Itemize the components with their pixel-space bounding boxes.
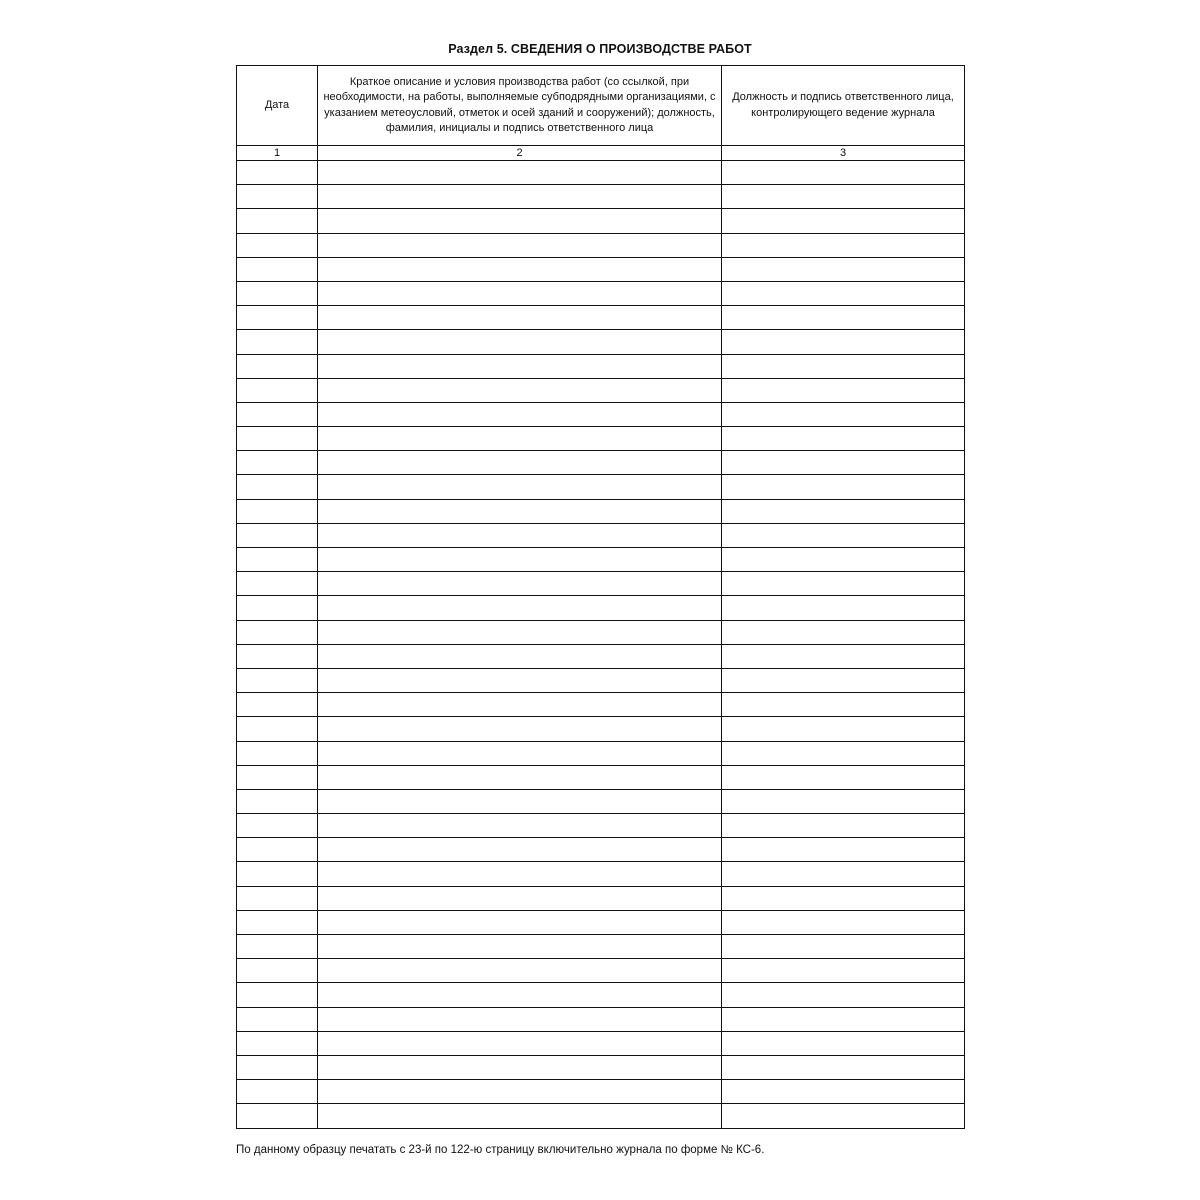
description-cell[interactable] [318,185,722,209]
signature-cell[interactable] [722,693,965,717]
description-cell[interactable] [318,475,722,499]
date-cell[interactable] [237,354,318,378]
description-cell[interactable] [318,1007,722,1031]
description-cell[interactable] [318,523,722,547]
date-cell[interactable] [237,378,318,402]
table-row [237,1031,965,1055]
table-row [237,886,965,910]
signature-cell[interactable] [722,935,965,959]
signature-cell[interactable] [722,668,965,692]
section-title: Раздел 5. СВЕДЕНИЯ О ПРОИЗВОДСТВЕ РАБОТ [448,42,752,56]
signature-cell[interactable] [722,910,965,934]
description-cell[interactable] [318,935,722,959]
date-cell[interactable] [237,935,318,959]
date-cell[interactable] [237,620,318,644]
signature-cell[interactable] [722,1104,965,1128]
table-row [237,451,965,475]
table-row [237,717,965,741]
date-cell[interactable] [237,1055,318,1079]
signature-cell[interactable] [722,838,965,862]
description-cell[interactable] [318,814,722,838]
signature-cell[interactable] [722,523,965,547]
date-cell[interactable] [237,910,318,934]
description-cell[interactable] [318,668,722,692]
table-row [237,910,965,934]
description-cell[interactable] [318,838,722,862]
date-cell[interactable] [237,668,318,692]
signature-cell[interactable] [722,814,965,838]
description-cell[interactable] [318,886,722,910]
description-cell[interactable] [318,717,722,741]
signature-cell[interactable] [722,644,965,668]
date-cell[interactable] [237,886,318,910]
table-row [237,499,965,523]
table-row [237,596,965,620]
table-row [237,185,965,209]
description-cell[interactable] [318,427,722,451]
description-cell[interactable] [318,1055,722,1079]
table-row [237,644,965,668]
table-row [237,427,965,451]
table-row [237,475,965,499]
description-cell[interactable] [318,1080,722,1104]
table-row [237,765,965,789]
table-row [237,789,965,813]
table-row [237,233,965,257]
date-cell[interactable] [237,306,318,330]
signature-cell[interactable] [722,257,965,281]
signature-cell[interactable] [722,1055,965,1079]
date-cell[interactable] [237,717,318,741]
signature-cell[interactable] [722,161,965,185]
table-row [237,1055,965,1079]
description-cell[interactable] [318,233,722,257]
table-row [237,668,965,692]
date-cell[interactable] [237,185,318,209]
column-number-1: 1 [237,146,318,161]
table-row [237,209,965,233]
description-cell[interactable] [318,354,722,378]
description-cell[interactable] [318,572,722,596]
date-cell[interactable] [237,451,318,475]
date-cell[interactable] [237,209,318,233]
description-cell[interactable] [318,1104,722,1128]
table-row [237,330,965,354]
table-row [237,281,965,305]
description-cell[interactable] [318,209,722,233]
column-number-row [237,146,965,161]
signature-cell[interactable] [722,959,965,983]
header-description: Краткое описание и условия производства работ (со ссылкой, при необходимости, на работы, выполняемые субподрядными организациями, с указанием метеоусловий, отметок и осей зданий и сооружений); должность, фамилия, инициалы и подпись ответственного лица [318,66,722,146]
description-cell[interactable] [318,499,722,523]
table-body [237,161,965,1129]
description-cell[interactable] [318,548,722,572]
description-cell[interactable] [318,330,722,354]
signature-cell[interactable] [722,354,965,378]
signature-cell[interactable] [722,596,965,620]
date-cell[interactable] [237,499,318,523]
description-cell[interactable] [318,596,722,620]
table-header-row [237,66,965,146]
table-row [237,402,965,426]
date-cell[interactable] [237,427,318,451]
description-cell[interactable] [318,644,722,668]
date-cell[interactable] [237,741,318,765]
date-cell[interactable] [237,1031,318,1055]
signature-cell[interactable] [722,402,965,426]
description-cell[interactable] [318,693,722,717]
description-cell[interactable] [318,306,722,330]
signature-cell[interactable] [722,330,965,354]
table-row [237,354,965,378]
signature-cell[interactable] [722,185,965,209]
column-number-2: 2 [318,146,722,161]
description-cell[interactable] [318,959,722,983]
description-cell[interactable] [318,789,722,813]
date-cell[interactable] [237,402,318,426]
signature-cell[interactable] [722,886,965,910]
signature-cell[interactable] [722,983,965,1007]
date-cell[interactable] [237,548,318,572]
table-row [237,378,965,402]
signature-cell[interactable] [722,499,965,523]
signature-cell[interactable] [722,306,965,330]
column-number-3: 3 [722,146,965,161]
date-cell[interactable] [237,596,318,620]
signature-cell[interactable] [722,862,965,886]
description-cell[interactable] [318,257,722,281]
header-date: Дата [237,66,318,146]
table-row [237,1104,965,1128]
table-row [237,814,965,838]
table-row [237,1080,965,1104]
date-cell[interactable] [237,1007,318,1031]
signature-cell[interactable] [722,1007,965,1031]
description-cell[interactable] [318,402,722,426]
signature-cell[interactable] [722,572,965,596]
table-row [237,862,965,886]
signature-cell[interactable] [722,620,965,644]
description-cell[interactable] [318,281,722,305]
date-cell[interactable] [237,838,318,862]
signature-cell[interactable] [722,475,965,499]
signature-cell[interactable] [722,233,965,257]
date-cell[interactable] [237,572,318,596]
date-cell[interactable] [237,983,318,1007]
description-cell[interactable] [318,451,722,475]
description-cell[interactable] [318,765,722,789]
description-cell[interactable] [318,862,722,886]
date-cell[interactable] [237,523,318,547]
date-cell[interactable] [237,330,318,354]
footnote: По данному образцу печатать с 23-й по 122-ю страницу включительно журнала по форме № КС-6. [236,1144,765,1156]
header-supervisor: Должность и подпись ответственного лица, контролирующего ведение журнала [722,66,965,146]
date-cell[interactable] [237,862,318,886]
table-row [237,257,965,281]
signature-cell[interactable] [722,1031,965,1055]
table-row [237,523,965,547]
table-row [237,741,965,765]
date-cell[interactable] [237,789,318,813]
table-row [237,1007,965,1031]
work-log-table [236,65,965,1129]
date-cell[interactable] [237,959,318,983]
signature-cell[interactable] [722,427,965,451]
date-cell[interactable] [237,257,318,281]
table-row [237,620,965,644]
signature-cell[interactable] [722,741,965,765]
signature-cell[interactable] [722,717,965,741]
date-cell[interactable] [237,814,318,838]
date-cell[interactable] [237,644,318,668]
date-cell[interactable] [237,1080,318,1104]
description-cell[interactable] [318,983,722,1007]
description-cell[interactable] [318,161,722,185]
date-cell[interactable] [237,281,318,305]
description-cell[interactable] [318,1031,722,1055]
signature-cell[interactable] [722,548,965,572]
description-cell[interactable] [318,910,722,934]
description-cell[interactable] [318,741,722,765]
date-cell[interactable] [237,161,318,185]
signature-cell[interactable] [722,789,965,813]
date-cell[interactable] [237,475,318,499]
signature-cell[interactable] [722,209,965,233]
date-cell[interactable] [237,1104,318,1128]
table-row [237,935,965,959]
table-row [237,306,965,330]
date-cell[interactable] [237,233,318,257]
table-row [237,548,965,572]
table-row [237,959,965,983]
description-cell[interactable] [318,620,722,644]
description-cell[interactable] [318,378,722,402]
date-cell[interactable] [237,765,318,789]
signature-cell[interactable] [722,281,965,305]
table-row [237,161,965,185]
table-row [237,983,965,1007]
date-cell[interactable] [237,693,318,717]
signature-cell[interactable] [722,378,965,402]
signature-cell[interactable] [722,765,965,789]
table-row [237,572,965,596]
table-row [237,693,965,717]
signature-cell[interactable] [722,451,965,475]
table-row [237,838,965,862]
signature-cell[interactable] [722,1080,965,1104]
